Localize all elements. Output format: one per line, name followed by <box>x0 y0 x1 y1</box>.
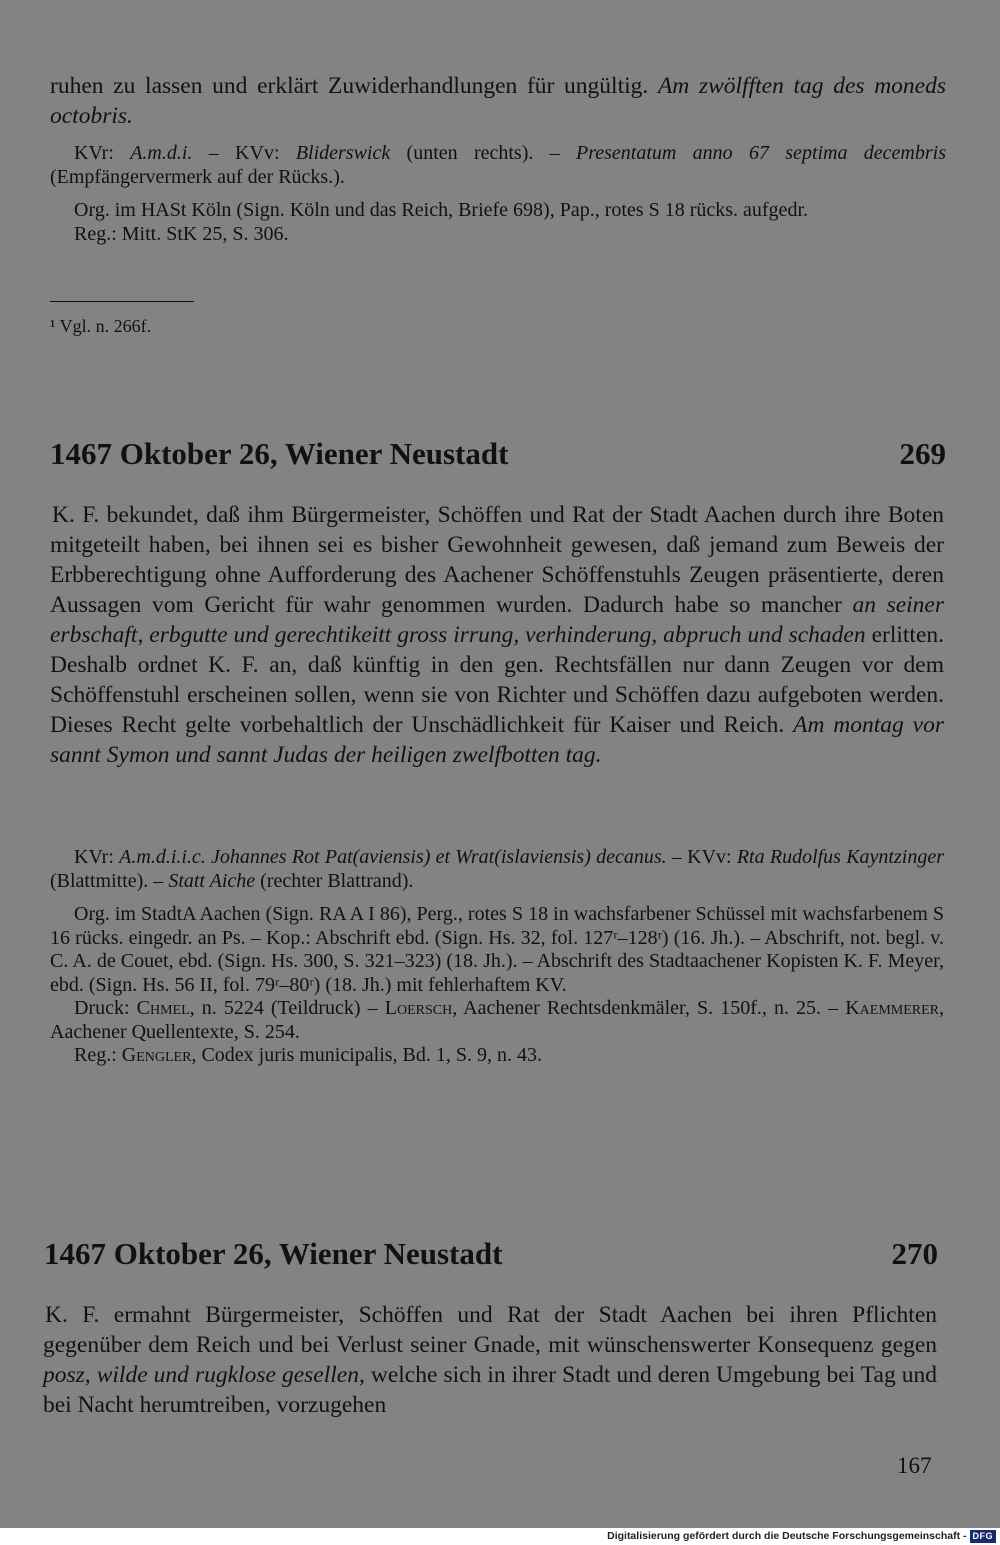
prev-doc-body <box>50 71 946 131</box>
footnote-rule <box>50 301 194 302</box>
doc-270-number: 270 <box>891 1236 938 1271</box>
digitization-note: Digitalisierung gefördert durch die Deutsche Forschungsgemeinschaft - <box>607 1530 967 1542</box>
prev-doc-apparatus <box>50 142 946 246</box>
doc-269-apparatus <box>50 846 944 1068</box>
digitization-credit <box>607 1528 996 1544</box>
page-number: 167 <box>897 1453 932 1478</box>
doc-269-kanzleivermerk: KVr: A.m.d.i.i.c. Johannes Rot Pat(aviensis) et Wrat(islaviensis) decanus. – KVv: Rta Rudolfus Kayntzinger (Blattmitte). – Statt Aiche (rechter Blattrand). <box>50 846 944 892</box>
dfg-logo: DFG <box>970 1530 997 1543</box>
prev-kanzleivermerk: KVr: A.m.d.i. – KVv: Bliderswick (unten rechts). – Presentatum anno 67 septima decembris (Empfängervermerk auf der Rücks.). <box>50 142 946 188</box>
doc-269-regest-note: Reg.: Gengler, Codex juris municipalis, Bd. 1, S. 9, n. 43. <box>74 1044 543 1066</box>
doc-269-original-note: Org. im StadtA Aachen (Sign. RA A I 86), Perg., rotes S 18 in wachsfarbener Schüssel mit wachsfarbenem S 16 rücks. eingedr. an Ps. – Kop.: Abschrift ebd. (Sign. Hs. 32, fol. 127ʳ–128ʳ) (16. Jh.). – Abschrift, not. begl. v. C. A. de Couet, ebd. (Sign. Hs. 300, S. 321–323) (18. Jh.). – Abschrift des Stadtaachener Kopisten K. F. Meyer, ebd. (Sign. Hs. 56 II, fol. 79ʳ–80ʳ) (18. Jh.) mit fehlerhaftem KV. <box>50 903 944 996</box>
prev-body-text: ruhen zu lassen und erklärt Zuwiderhandlungen für ungültig. <box>50 73 658 99</box>
doc-269-date-place: 1467 Oktober 26, Wiener Neustadt <box>50 436 509 471</box>
doc-270-heading <box>44 1236 938 1272</box>
prev-original-note: Org. im HASt Köln (Sign. Köln und das Reich, Briefe 698), Pap., rotes S 18 rücks. aufgedr. <box>74 199 808 221</box>
doc-269-number: 269 <box>899 436 946 471</box>
doc-269-heading <box>50 436 946 472</box>
prev-regest-note: Reg.: Mitt. StK 25, S. 306. <box>74 222 289 245</box>
doc-269-body: K. F. bekundet, daß ihm Bürgermeister, Schöffen und Rat der Stadt Aachen durch ihre Boten mitgeteilt haben, bei ihnen sei es bisher Gewohnheit gewesen, daß jemand zum Beweis der Erbberechtigung ohne Aufforderung des Aachener Schöffenstuhls Zeugen präsentierte, deren Aussagen vom Gericht für wahr genommen wurden. Dadurch habe so mancher an seiner erbschaft, erbgutte und gerechtikeitt gross irrung, verhinderung, abpruch und schaden erlitten. Deshalb ordnet K. F. an, daß künftig in den gen. Rechtsfällen nur dann Zeugen vor dem Schöffenstuhl erscheinen sollen, wenn sie von Richter und Schöffen dazu aufgeboten werden. Dieses Recht gelte vorbehaltlich der Unschädlichkeit für Kaiser und Reich. Am montag vor sannt Symon und sannt Judas der heiligen zwelfbotten tag. <box>50 502 945 768</box>
footnote: ¹ Vgl. n. 266f. <box>50 316 152 336</box>
doc-269-druck-note: Druck: Chmel, n. 5224 (Teildruck) – Loersch, Aachener Rechtsdenkmäler, S. 150f., n. 25. – Kaemmerer, Aachener Quellentexte, S. 254. <box>50 997 944 1043</box>
prev-body-dating: Am zwölfften tag des moneds octobris. <box>50 73 946 129</box>
doc-270-body: K. F. ermahnt Bürgermeister, Schöffen und Rat der Stadt Aachen bei ihren Pflichten gegenüber dem Reich und bei Verlust seiner Gnade, mit wünschenswerter Konsequenz gegen posz, wilde und rugklose gesellen, welche sich in ihrer Stadt und deren Umgebung bei Tag und bei Nacht herumtreiben, vorzugehen <box>43 1302 937 1418</box>
doc-270-date-place: 1467 Oktober 26, Wiener Neustadt <box>44 1236 503 1271</box>
